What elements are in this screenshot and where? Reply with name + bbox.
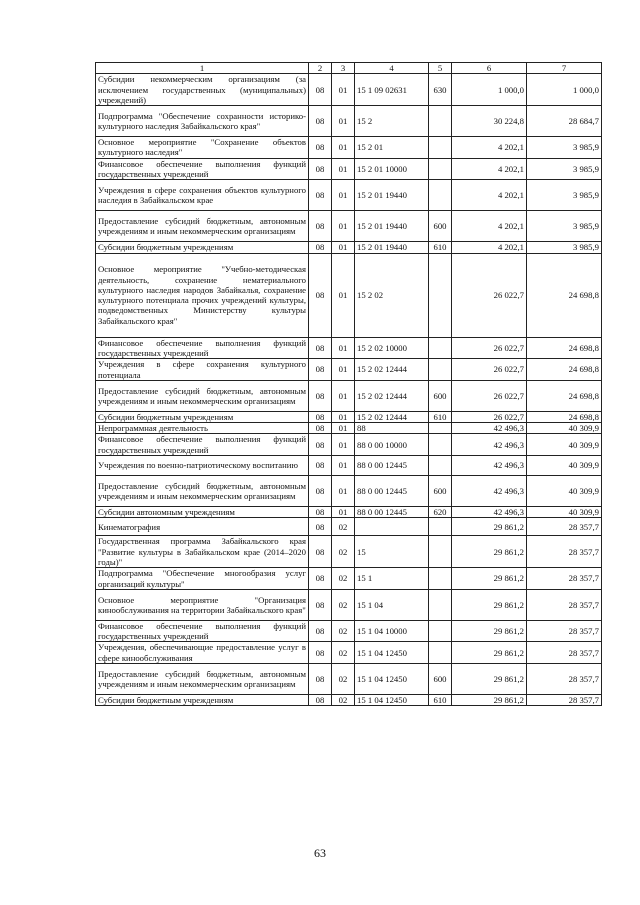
- cell-expense-type: [429, 518, 452, 536]
- cell-subsection: 02: [332, 664, 355, 695]
- cell-sum-2: 1 000,0: [527, 74, 602, 106]
- cell-sum-1: 29 861,2: [452, 536, 527, 568]
- cell-subsection: 01: [332, 507, 355, 518]
- table-row: [96, 664, 602, 695]
- cell-section: 08: [309, 211, 332, 242]
- cell-expense-type: [429, 158, 452, 180]
- cell-subsection: 01: [332, 337, 355, 359]
- cell-sum-1: 29 861,2: [452, 664, 527, 695]
- cell-section: 08: [309, 180, 332, 211]
- cell-subsection: 02: [332, 568, 355, 590]
- cell-section: 08: [309, 695, 332, 706]
- cell-sum-2: 24 698,8: [527, 380, 602, 411]
- cell-target-article: 15 1: [355, 568, 429, 590]
- cell-subsection: 02: [332, 589, 355, 620]
- cell-expense-type: 610: [429, 695, 452, 706]
- cell-section: 08: [309, 253, 332, 337]
- cell-name: Учреждения в сфере сохранения объектов культурного наследия в Забайкальском крае: [96, 180, 309, 211]
- cell-subsection: 01: [332, 242, 355, 253]
- table-row: [96, 211, 602, 242]
- cell-subsection: 01: [332, 211, 355, 242]
- cell-section: 08: [309, 642, 332, 664]
- cell-name: Субсидии бюджетным учреждениям: [96, 242, 309, 253]
- cell-sum-1: 42 496,3: [452, 476, 527, 507]
- cell-subsection: 01: [332, 476, 355, 507]
- cell-subsection: 01: [332, 456, 355, 476]
- cell-expense-type: [429, 180, 452, 211]
- cell-name: Учреждения в сфере сохранения культурного потенциала: [96, 359, 309, 381]
- cell-target-article: 88 0 00 12445: [355, 456, 429, 476]
- cell-expense-type: [429, 337, 452, 359]
- cell-expense-type: [429, 253, 452, 337]
- table-row: [96, 158, 602, 180]
- cell-name: Финансовое обеспечение выполнения функций государственных учреждений: [96, 620, 309, 642]
- table-row: [96, 536, 602, 568]
- cell-expense-type: 620: [429, 507, 452, 518]
- cell-sum-1: 29 861,2: [452, 589, 527, 620]
- cell-name: Предоставление субсидий бюджетным, автономным учреждениям и иным некоммерческим организациям: [96, 380, 309, 411]
- cell-target-article: 88 0 00 12445: [355, 476, 429, 507]
- cell-name: Учреждения, обеспечивающие предоставление услуг в сфере кинообслуживания: [96, 642, 309, 664]
- cell-expense-type: [429, 589, 452, 620]
- table-row: [96, 695, 602, 706]
- table-row: [96, 359, 602, 381]
- cell-sum-2: 40 309,9: [527, 434, 602, 456]
- cell-subsection: 02: [332, 518, 355, 536]
- cell-expense-type: [429, 359, 452, 381]
- table-row: [96, 589, 602, 620]
- cell-expense-type: 600: [429, 380, 452, 411]
- column-header-3: 3: [332, 63, 355, 74]
- header-row: [96, 63, 602, 74]
- cell-subsection: 01: [332, 253, 355, 337]
- cell-section: 08: [309, 137, 332, 159]
- cell-target-article: 15 2 01: [355, 137, 429, 159]
- cell-name: Подпрограмма "Обеспечение сохранности историко-культурного наследия Забайкальского края": [96, 106, 309, 137]
- cell-target-article: 15 1 04 12450: [355, 695, 429, 706]
- cell-expense-type: [429, 434, 452, 456]
- cell-section: 08: [309, 518, 332, 536]
- budget-table: [95, 62, 602, 706]
- cell-target-article: 15 2 01 19440: [355, 242, 429, 253]
- cell-sum-1: 29 861,2: [452, 518, 527, 536]
- cell-sum-2: 40 309,9: [527, 423, 602, 434]
- cell-sum-2: 24 698,8: [527, 359, 602, 381]
- cell-subsection: 02: [332, 695, 355, 706]
- cell-sum-2: 28 357,7: [527, 620, 602, 642]
- cell-target-article: 15 2 02 12444: [355, 380, 429, 411]
- cell-expense-type: [429, 137, 452, 159]
- cell-sum-2: 3 985,9: [527, 137, 602, 159]
- column-header-6: 6: [452, 63, 527, 74]
- table-row: [96, 253, 602, 337]
- cell-sum-2: 24 698,8: [527, 337, 602, 359]
- cell-target-article: 15: [355, 536, 429, 568]
- cell-sum-2: 40 309,9: [527, 456, 602, 476]
- cell-sum-1: 26 022,7: [452, 380, 527, 411]
- cell-subsection: 02: [332, 642, 355, 664]
- cell-name: Предоставление субсидий бюджетным, автономным учреждениям и иным некоммерческим организациям: [96, 476, 309, 507]
- cell-expense-type: 630: [429, 74, 452, 106]
- cell-sum-1: 26 022,7: [452, 359, 527, 381]
- cell-sum-1: 4 202,1: [452, 137, 527, 159]
- cell-name: Государственная программа Забайкальского края "Развитие культуры в Забайкальском крае (2014–2020 годы)": [96, 536, 309, 568]
- cell-name: Кинематография: [96, 518, 309, 536]
- cell-sum-2: 40 309,9: [527, 507, 602, 518]
- cell-sum-2: 24 698,8: [527, 253, 602, 337]
- cell-sum-2: 3 985,9: [527, 158, 602, 180]
- cell-name: Непрограммная деятельность: [96, 423, 309, 434]
- table-row: [96, 476, 602, 507]
- table-row: [96, 380, 602, 411]
- table-row: [96, 434, 602, 456]
- column-header-1: 1: [96, 63, 309, 74]
- cell-sum-1: 42 496,3: [452, 507, 527, 518]
- cell-section: 08: [309, 158, 332, 180]
- cell-sum-2: 28 357,7: [527, 568, 602, 590]
- cell-sum-2: 3 985,9: [527, 180, 602, 211]
- table-row: [96, 507, 602, 518]
- cell-expense-type: 600: [429, 664, 452, 695]
- cell-sum-1: 4 202,1: [452, 211, 527, 242]
- cell-subsection: 02: [332, 620, 355, 642]
- cell-sum-2: 28 357,7: [527, 642, 602, 664]
- cell-section: 08: [309, 476, 332, 507]
- table-row: [96, 423, 602, 434]
- cell-expense-type: 610: [429, 411, 452, 422]
- cell-sum-1: 1 000,0: [452, 74, 527, 106]
- table-row: [96, 242, 602, 253]
- cell-name: Финансовое обеспечение выполнения функций государственных учреждений: [96, 434, 309, 456]
- cell-name: Основное мероприятие "Организация кинообслуживания на территории Забайкальского края": [96, 589, 309, 620]
- table-header: [96, 63, 602, 74]
- cell-expense-type: [429, 456, 452, 476]
- cell-target-article: 15 1 04 12450: [355, 664, 429, 695]
- cell-name: Учреждения по военно-патриотическому воспитанию: [96, 456, 309, 476]
- cell-section: 08: [309, 411, 332, 422]
- cell-sum-1: 42 496,3: [452, 423, 527, 434]
- cell-sum-1: 29 861,2: [452, 620, 527, 642]
- table-row: [96, 518, 602, 536]
- cell-target-article: 15 2 02: [355, 253, 429, 337]
- cell-sum-1: 26 022,7: [452, 253, 527, 337]
- cell-name: Основное мероприятие "Учебно-методическая деятельность, сохранение нематериального культурного наследия народов Забайкалья, сохранение культурного потенциала прочих учреждений культуры, подведомственных Министерству культуры Забайкальского края": [96, 253, 309, 337]
- cell-target-article: 15 2 02 10000: [355, 337, 429, 359]
- cell-subsection: 01: [332, 106, 355, 137]
- cell-expense-type: [429, 536, 452, 568]
- cell-sum-1: 42 496,3: [452, 456, 527, 476]
- cell-name: Предоставление субсидий бюджетным, автономным учреждениям и иным некоммерческим организациям: [96, 211, 309, 242]
- cell-expense-type: [429, 620, 452, 642]
- cell-section: 08: [309, 620, 332, 642]
- cell-section: 08: [309, 106, 332, 137]
- cell-name: Субсидии автономным учреждениям: [96, 507, 309, 518]
- cell-name: Подпрограмма "Обеспечение многообразия услуг организаций культуры": [96, 568, 309, 590]
- table-row: [96, 106, 602, 137]
- cell-section: 08: [309, 507, 332, 518]
- cell-name: Финансовое обеспечение выполнения функций государственных учреждений: [96, 337, 309, 359]
- cell-expense-type: [429, 568, 452, 590]
- cell-expense-type: [429, 106, 452, 137]
- table-body: [96, 74, 602, 706]
- cell-sum-1: 4 202,1: [452, 158, 527, 180]
- cell-section: 08: [309, 337, 332, 359]
- cell-target-article: 88 0 00 10000: [355, 434, 429, 456]
- column-header-5: 5: [429, 63, 452, 74]
- cell-target-article: 15 2 02 12444: [355, 411, 429, 422]
- cell-subsection: 02: [332, 536, 355, 568]
- cell-subsection: 01: [332, 380, 355, 411]
- table-row: [96, 137, 602, 159]
- cell-subsection: 01: [332, 158, 355, 180]
- cell-section: 08: [309, 664, 332, 695]
- cell-subsection: 01: [332, 180, 355, 211]
- cell-section: 08: [309, 423, 332, 434]
- cell-target-article: 15 1 04 10000: [355, 620, 429, 642]
- cell-sum-2: 28 357,7: [527, 518, 602, 536]
- cell-sum-2: 28 357,7: [527, 536, 602, 568]
- cell-section: 08: [309, 456, 332, 476]
- cell-section: 08: [309, 242, 332, 253]
- cell-name: Субсидии некоммерческим организациям (за исключением государственных (муниципальных) учреждений): [96, 74, 309, 106]
- cell-section: 08: [309, 589, 332, 620]
- table-row: [96, 568, 602, 590]
- cell-expense-type: 600: [429, 211, 452, 242]
- cell-target-article: 15 1 09 02631: [355, 74, 429, 106]
- cell-sum-2: 28 357,7: [527, 695, 602, 706]
- cell-section: 08: [309, 434, 332, 456]
- cell-target-article: 15 1 04 12450: [355, 642, 429, 664]
- cell-sum-1: 4 202,1: [452, 242, 527, 253]
- cell-sum-1: 29 861,2: [452, 642, 527, 664]
- cell-subsection: 01: [332, 434, 355, 456]
- cell-target-article: 88 0 00 12445: [355, 507, 429, 518]
- cell-target-article: 15 2 01 19440: [355, 180, 429, 211]
- table-row: [96, 337, 602, 359]
- cell-sum-1: 4 202,1: [452, 180, 527, 211]
- cell-subsection: 01: [332, 74, 355, 106]
- table-row: [96, 411, 602, 422]
- cell-target-article: 88: [355, 423, 429, 434]
- cell-section: 08: [309, 536, 332, 568]
- cell-sum-1: 26 022,7: [452, 411, 527, 422]
- cell-section: 08: [309, 380, 332, 411]
- column-header-2: 2: [309, 63, 332, 74]
- cell-sum-2: 28 357,7: [527, 664, 602, 695]
- cell-target-article: 15 2 01 19440: [355, 211, 429, 242]
- cell-target-article: 15 2 01 10000: [355, 158, 429, 180]
- cell-expense-type: [429, 642, 452, 664]
- cell-sum-2: 3 985,9: [527, 211, 602, 242]
- cell-subsection: 01: [332, 423, 355, 434]
- cell-sum-1: 29 861,2: [452, 695, 527, 706]
- cell-expense-type: [429, 423, 452, 434]
- cell-sum-2: 24 698,8: [527, 411, 602, 422]
- cell-expense-type: 600: [429, 476, 452, 507]
- column-header-7: 7: [527, 63, 602, 74]
- table-row: [96, 180, 602, 211]
- cell-sum-2: 3 985,9: [527, 242, 602, 253]
- cell-sum-2: 40 309,9: [527, 476, 602, 507]
- cell-sum-2: 28 684,7: [527, 106, 602, 137]
- cell-sum-1: 30 224,8: [452, 106, 527, 137]
- cell-subsection: 01: [332, 359, 355, 381]
- table-row: [96, 74, 602, 106]
- cell-sum-1: 42 496,3: [452, 434, 527, 456]
- cell-target-article: [355, 518, 429, 536]
- column-header-4: 4: [355, 63, 429, 74]
- cell-sum-1: 29 861,2: [452, 568, 527, 590]
- cell-name: Субсидии бюджетным учреждениям: [96, 695, 309, 706]
- cell-section: 08: [309, 74, 332, 106]
- table-row: [96, 456, 602, 476]
- cell-target-article: 15 2 02 12444: [355, 359, 429, 381]
- page-number: 63: [314, 846, 326, 860]
- cell-section: 08: [309, 359, 332, 381]
- cell-name: Основное мероприятие "Сохранение объектов культурного наследия": [96, 137, 309, 159]
- cell-expense-type: 610: [429, 242, 452, 253]
- cell-sum-2: 28 357,7: [527, 589, 602, 620]
- cell-section: 08: [309, 568, 332, 590]
- table-row: [96, 620, 602, 642]
- cell-subsection: 01: [332, 137, 355, 159]
- cell-name: Предоставление субсидий бюджетным, автономным учреждениям и иным некоммерческим организациям: [96, 664, 309, 695]
- cell-name: Финансовое обеспечение выполнения функций государственных учреждений: [96, 158, 309, 180]
- table-row: [96, 642, 602, 664]
- cell-target-article: 15 2: [355, 106, 429, 137]
- cell-subsection: 01: [332, 411, 355, 422]
- cell-name: Субсидии бюджетным учреждениям: [96, 411, 309, 422]
- cell-sum-1: 26 022,7: [452, 337, 527, 359]
- cell-target-article: 15 1 04: [355, 589, 429, 620]
